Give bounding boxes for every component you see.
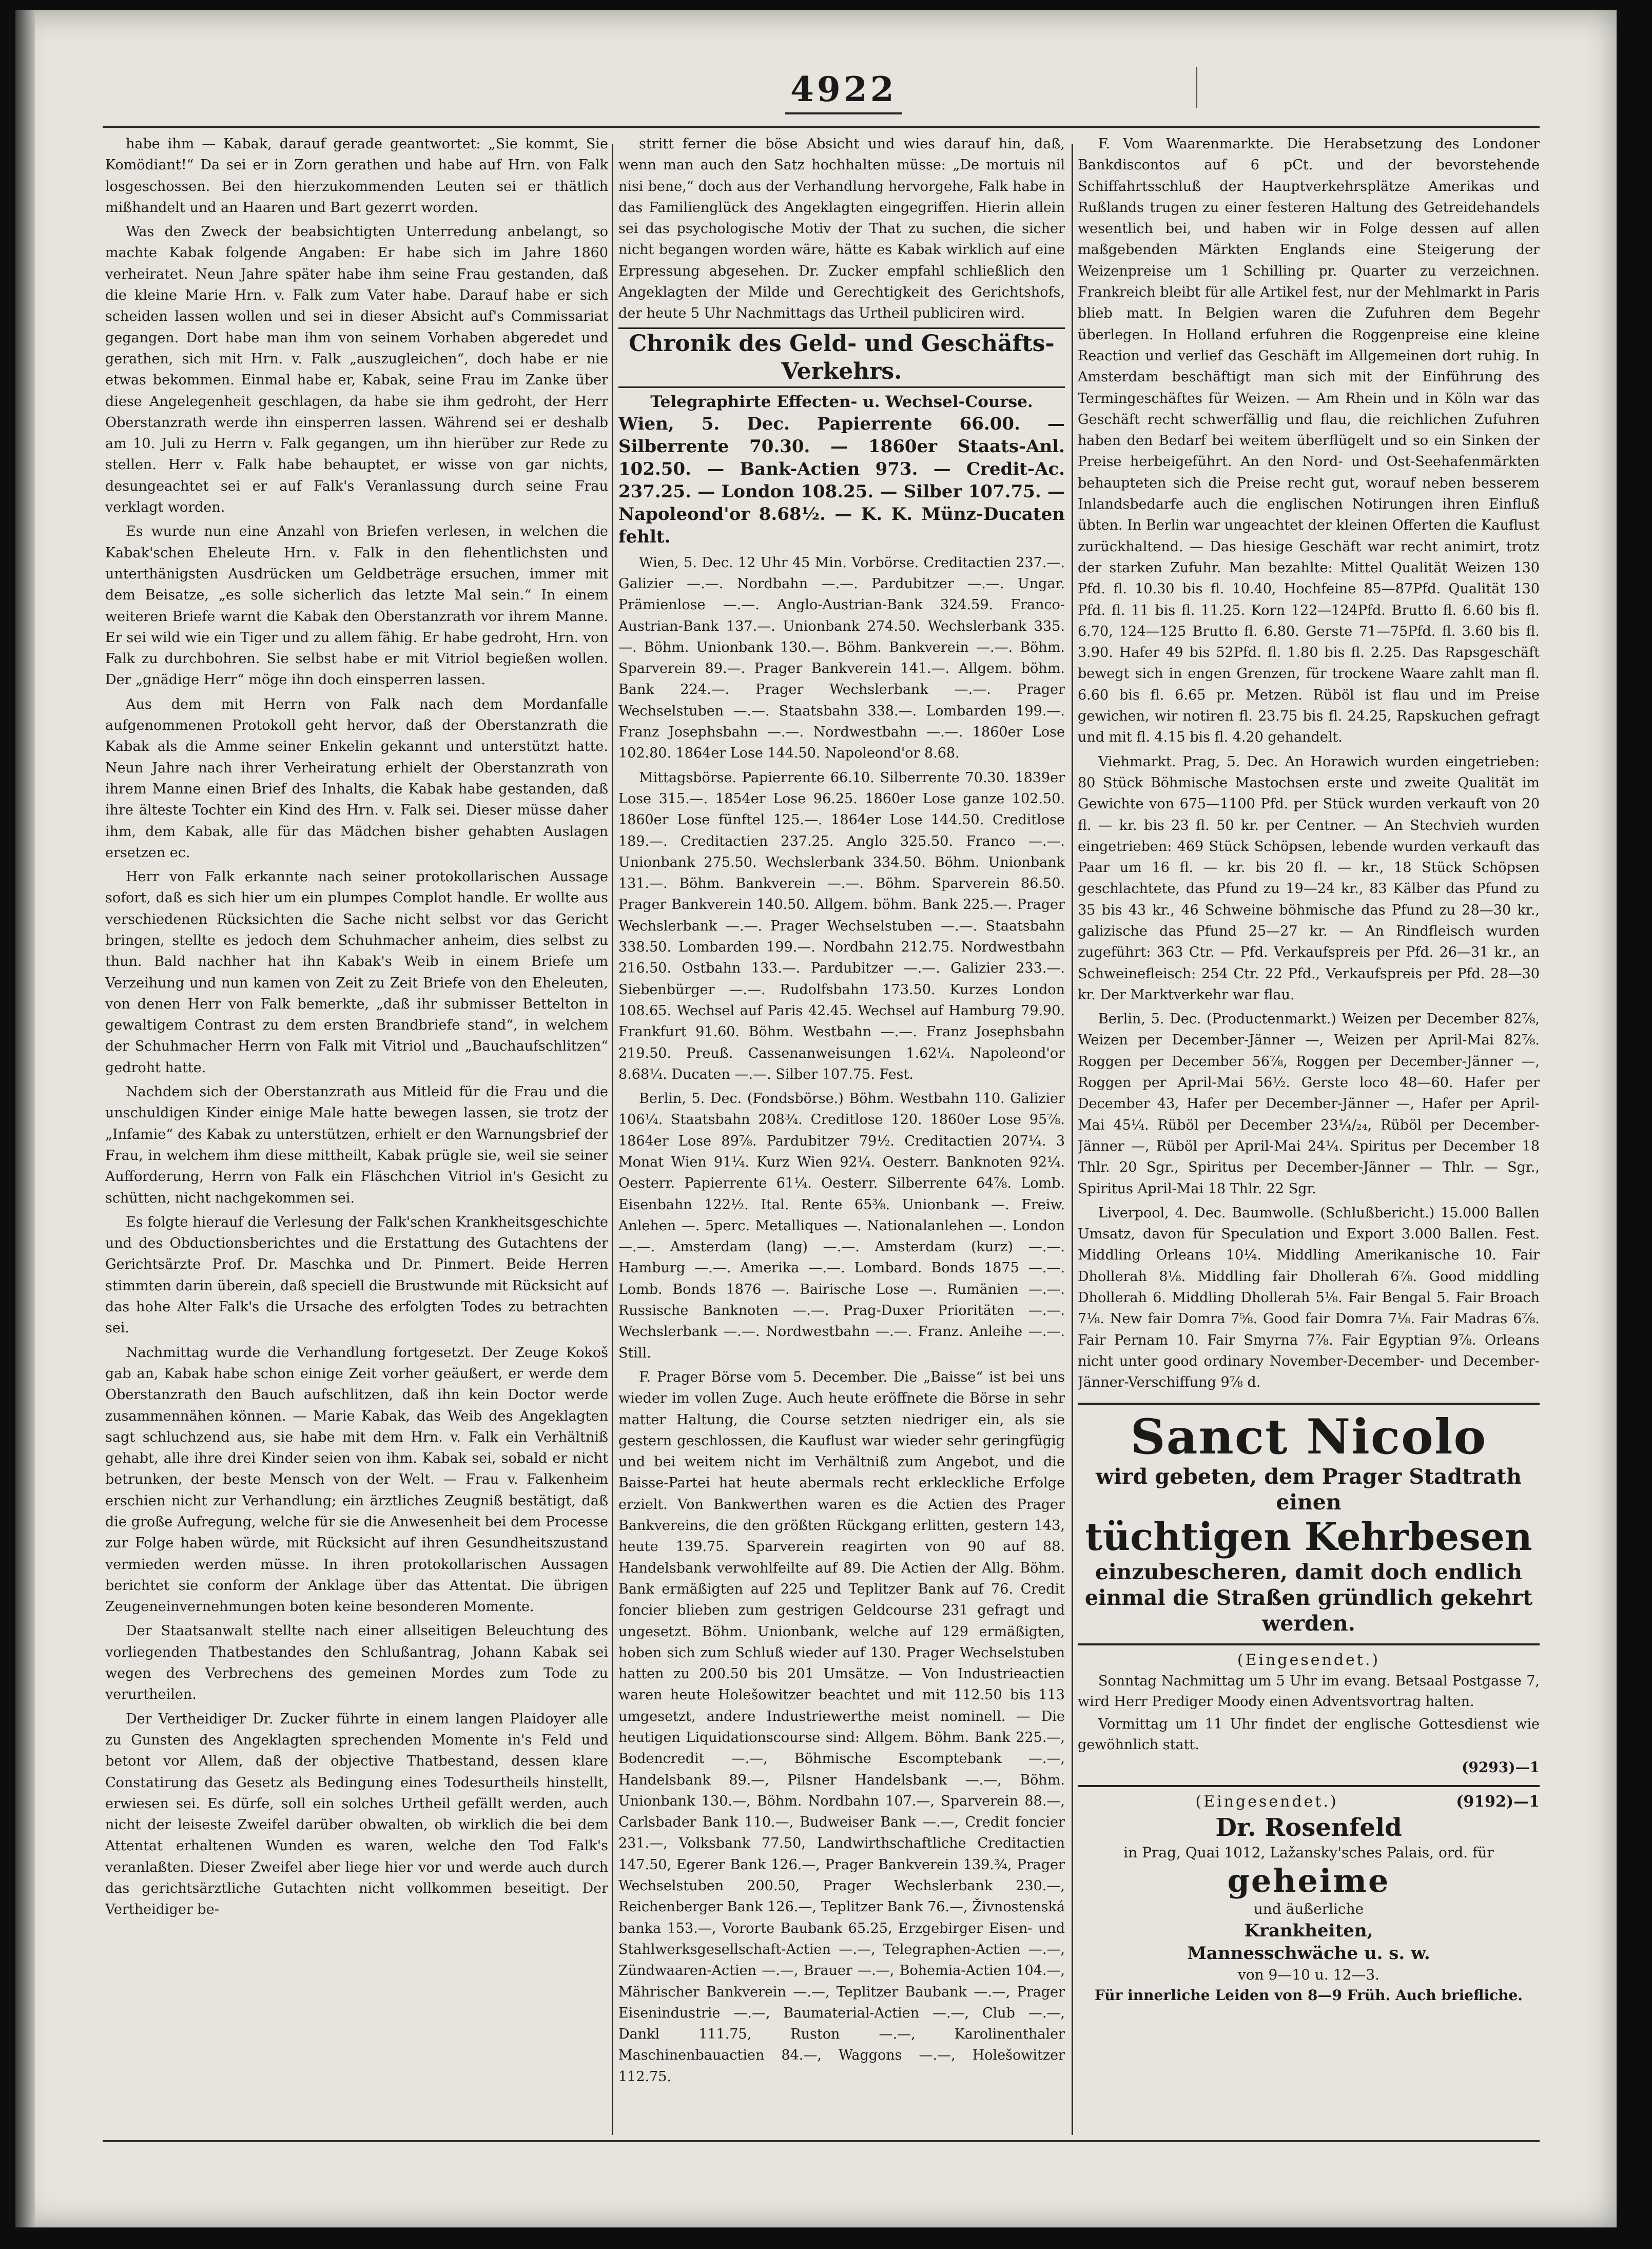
header-rule xyxy=(103,126,1540,128)
market-paragraph: Berlin, 5. Dec. (Productenmarkt.) Weizen per December 82⅞, Weizen per December-Jänner —, Weizen per April-Mai 82⅞. Roggen per December 56⅞, Roggen per December-Jänner —, Roggen per April-Mai 56½. Gerste loco 48—60. Hafer per December 43, Hafer per December-Jänner —, Hafer per April-Mai 45¼. Rüböl per December 23¼/₂₄, Rüböl per December-Jänner —, Rüböl per April-Mai 24¼. Spiritus per December 18 Thlr. 20 Sgr., Spiritus per December-Jänner — Thlr. — Sgr., Spiritus April-Mai 18 Thlr. 22 Sgr. xyxy=(1078,1011,1540,1197)
market-paragraph: Liverpool, 4. Dec. Baumwolle. (Schlußbericht.) 15.000 Ballen Umsatz, davon für Speculation und Export 3.000 Ballen. Fest. Middling Orleans 10¼. Middling Amerikanische 10. Fair Dhollerah 8⅛. Middling fair Dhollerah 6⅞. Good middling Dhollerah 6. Middling Dhollerah 5⅛. Fair Bengal 5. Fair Broach 7⅛. New fair Domra 7⅝. Good fair Domra 7⅛. Fair Madras 6⅞. Fair Pernam 10. Fair Smyrna 7⅞. Fair Egyptian 9⅞. Orleans nicht unter good ordinary November-December- und December-Jänner-Verschiffung 9⅞ d. xyxy=(1078,1205,1540,1391)
article-paragraph: Nachmittag wurde die Verhandlung fortgesetzt. Der Zeuge Kokoš gab an, Kabak habe schon einige Zeit vorher geäußert, er werde dem Oberstanzrath den Bauch aufschlitzen, daß ihn kein Doctor werde zusammennähen können. — Marie Kabak, das Weib des Angeklagten sagt schluchzend aus, sie habe mit dem Hrn. v. Falk ein Verhältniß gehabt, alle ihre drei Kinder seien von ihm. Kabak sei, sobald er nicht betrunken, der beste Mensch von der Welt. — Frau v. Falkenheim erschien nicht zur Verhandlung; ein ärztliches Zeugniß bestätigt, daß die große Aufregung, welche für sie die Anwesenheit bei dem Processe zur Folge haben würde, mit Rücksicht auf ihren Gesundheitszustand vermieden werden müsse. In ihren protokollarischen Aussagen berichtet sie conform der Anklage über das Attentat. Die übrigen Zeugeneinvernehmungen boten keine besonderen Momente. xyxy=(105,1344,608,1615)
article-paragraph: Nachdem sich der Oberstanzrath aus Mitleid für die Frau und die unschuldigen Kinder einige Male hatte bewegen lassen, sie trotz der „Infamie“ des Kabak zu unterstützen, erhielt er den Warnungsbrief der Frau, in welchem ihm diese mittheilt, Kabak prügle sie, weil sie seiner Aufforderung, Herrn von Falk ein Fläschchen Vitriol in's Gesicht zu schütten, nicht nachgekommen sei. xyxy=(105,1084,608,1206)
column-left xyxy=(105,133,608,2140)
article-paragraph: Es wurde nun eine Anzahl von Briefen verlesen, in welchen die Kabak'schen Eheleute Hrn. v. Falk in den flehentlichsten und unterthänigsten Ausdrücken um Geldbeträge ersuchen, immer mit dem Beisatze, „es solle sicherlich das letzte Mal sein.“ In einem weiteren Briefe warnt die Kabak den Oberstanzrath vor ihrem Manne. Er sei wild wie ein Tiger und zu allem fähig. Er habe gedroht, Hrn. von Falk zu durchbohren. Sie selbst habe er mit Vitriol begießen wollen. Der „gnädige Herr“ möge ihn doch einsperren lassen. xyxy=(105,524,608,688)
article-paragraph: Der Vertheidiger Dr. Zucker führte in einem langen Plaidoyer alle zu Gunsten des Angeklagten sprechenden Momente in's Feld und betont vor Allem, daß der objective Thatbestand, dessen klare Constatirung das Gesetz als Bedingung eines Todesurtheils hinstellt, erwiesen sei. Es dürfe, soll ein solches Urtheil gefällt werden, auch nicht der leiseste Zweifel darüber obwalten, ob wirklich die bei dem Attentat erhaltenen Wunden es waren, welche den Tod Falk's veranlaßten. Dieser Zweifel aber liege hier vor und werde auch durch das gerichtsärztliche Gutachten nicht vollkommen beseitigt. Der Vertheidiger be- xyxy=(105,1711,608,1918)
market-paragraph: Berlin, 5. Dec. (Fondsbörse.) Böhm. Westbahn 110. Galizier 106¼. Staatsbahn 208¾. Creditlose 120. 1860er Lose 95⅞. 1864er Lose 89⅞. Pardubitzer 79½. Creditactien 207¼. 3 Monat Wien 91¼. Kurz Wien 92¼. Oesterr. Banknoten 92¼. Oesterr. Papierrente 61¼. Oesterr. Silberrente 64⅞. Lomb. Eisenbahn 122½. Ital. Rente 65⅜. Unionbank —. Freiw. Anlehen —. 5perc. Metalliques —. Nationalanlehen —. London —.—. Amsterdam (lang) —.—. Amsterdam (kurz) —.—. Hamburg —.—. Amerika —.—. Lombard. Bonds 1875 —.—. Lomb. Bonds 1876 —. Bairische Lose —. Rumänien —.—. Russische Banknoten —.—. Prag-Duxer Prioritäten —.—. Wechslerbank —.—. Nordwestbahn —.—. Franz. Anleihe —.—. Still. xyxy=(618,1091,1065,1361)
ad-line: und äußerliche xyxy=(1253,1900,1364,1917)
notice-heading-text: (Eingesendet.) xyxy=(1195,1792,1338,1811)
page-crease-mark xyxy=(1196,67,1197,108)
market-paragraph: F. Prager Börse vom 5. December. Die „Baisse“ ist bei uns wieder im vollen Zuge. Auch heute eröffnete die Börse in sehr matter Haltung, die Course setzten niedriger ein, als sie gestern geschlossen, die Kauflust war wieder sehr geringfügig und bei weitem nicht im Verhältniß zum Angebot, und die Baisse-Partei hat heute abermals recht erkleckliche Erfolge erzielt. Von Bankwerthen waren es die Actien des Prager Bankvereins, die den größten Rückgang erlitten, gestern 143, heute 139.75. Sparverein reagirten von 90 auf 88. Handelsbank verwohlfeilte auf 89. Die Actien der Allg. Böhm. Bank ermäßigten auf 225 und Teplitzer Bank auf 76. Credit foncier blieben zum gestrigen Geldcourse 231 gefragt und ungesetzt. Böhm. Unionbank, welche auf 129 ermäßigten, hoben sich zum Schluß wieder auf 130. Prager Wechselstuben hatten zu 200.50 bis 201 Umsätze. — Von Industrieactien waren heute Holešowitzer beachtet und mit 112.50 bis 113 umgesetzt, andere Industriewerthe meist nominell. — Die heutigen Liquidationscourse sind: Allgem. Böhm. Bank 225.—, Bodencredit —.—, Böhmische Escomptebank —.—, Handelsbank 89.—, Pilsner Handelsbank —.—, Böhm. Unionbank 130.—, Böhm. Nordbahn 107.—, Sparverein 88.—, Carlsbader Bank 110.—, Budweiser Bank —.—, Credit foncier 231.—, Volksbank 77.50, Landwirthschaftliche Creditactien 147.50, Egerer Bank 126.—, Prager Bankverein 139.¾, Prager Wechselstuben 200.50, Prager Wechslerbank 230.—, Reichenberger Bank 126.—, Teplitzer Bank 76.—, Živnostenská banka 153.—, Vororte Baubank 65.25, Erzgebirger Eisen- und Stahlwerksgesellschaft-Actien —.—, Telegraphen-Actien —.—, Zündwaaren-Actien —.—, Brauer —.—, Bohemia-Actien 104.—, Mährischer Bankverein —.—, Teplitzer Baubank —.—, Prager Eisenindustrie —.—, Baumaterial-Actien —.—, Club —.—, Dankl 111.75, Ruston —.—, Karolinenthaler Maschinenbauactien 84.—, Waggons —.—, Holešowitzer 112.75. xyxy=(618,1369,1065,2085)
notice-heading: (Eingesendet.) xyxy=(1237,1651,1381,1669)
article-paragraph: Der Staatsanwalt stellte nach einer allseitigen Beleuchtung des vorliegenden Thatbestandes den Schlußantrag, Johann Kabak sei wegen des Verbrechens des gemeinen Mordes zum Tode zu verurtheilen. xyxy=(105,1623,608,1703)
market-paragraph: F. Vom Waarenmarkte. Die Herabsetzung des Londoner Bankdiscontos auf 6 pCt. und der bevorstehende Schiffahrtsschluß der Hauptverkehrsplätze Amerikas und Rußlands trugen zu einer festeren Haltung des Getreidehandels wesentlich bei, und haben wir in Folge dessen auf allen maßgebenden Märkten Englands eine Steigerung der Weizenpreise um 1 Schilling pr. Quarter zu verzeichnen. Frankreich bleibt für alle Artikel fest, nur der Mehlmarkt in Paris blieb matt. In Belgien waren die Zufuhren dem Begehr überlegen. In Holland erfuhren die Roggenpreise eine kleine Reaction und verlief das Geschäft im Allgemeinen dort ruhig. In Amsterdam beschäftigt man sich mit der Einführung des Termingeschäftes für Weizen. — Am Rhein und in Köln war das Geschäft recht schwerfällig und flau, die reichlichen Zufuhren haben den Bedarf bei weitem überflügelt und so ein Sinken der Preise herbeigeführt. An den Nord- und Ost-Seehafenmärkten behaupteten sich die Preise recht gut, worauf neben besserem Inlandsbedarfe auch die englischen Notirungen ihren Einfluß übten. In Berlin war ungeachtet der kleinen Offerten die Kauflust zurückhaltend. — Das hiesige Geschäft war recht animirt, trotz der starken Zufuhr. Man bezahlte: Mittel Qualität Weizen 130 Pfd. fl. 10.30 bis fl. 10.40, Hochfeine 85—87Pfd. Qualität 130 Pfd. fl. 11 bis fl. 11.25. Korn 122—124Pfd. Brutto fl. 6.60 bis fl. 6.70, 124—125 Brutto fl. 6.80. Gerste 71—75Pfd. fl. 3.60 bis fl. 3.90. Hafer 49 bis 52Pfd. fl. 1.80 bis fl. 2.25. Das Rapsgeschäft bewegt sich in engen Grenzen, für trockene Waare zahlt man fl. 6.60 bis fl. 6.65 pr. Metzen. Rüböl ist flau und im Preise gewichen, wir notiren fl. 23.75 bis fl. 24.25, Rapskuchen gefragt und mit fl. 4.15 bis fl. 4.20 gehandelt. xyxy=(1078,136,1540,746)
column-rule-2 xyxy=(1072,144,1073,2135)
column-right xyxy=(1078,133,1540,2140)
doctor-name: Dr. Rosenfeld xyxy=(1215,1813,1402,1842)
telegraph-heading: Telegraphirte Effecten- u. Wechsel-Course. xyxy=(650,392,1033,411)
article-paragraph: stritt ferner die böse Absicht und wies darauf hin, daß, wenn man auch den Satz hochhalten müsse: „De mortuis nil nisi bene,“ doch aus der Verhandlung hervorgehe, Falk habe in das Familienglück des Angeklagten eingegriffen. Hierin allein sei das psychologische Motiv der That zu suchen, die sicher nicht begangen worden wäre, hätte es Kabak wirklich auf eine Erpressung abgesehen. Dr. Zucker empfahl schließlich den Angeklagten der Milde und Gerechtigkeit des Gerichtshofs, der heute 5 Uhr Nachmittags das Urtheil publiciren wird. xyxy=(618,136,1065,322)
article-paragraph: Herr von Falk erkannte nach seiner protokollarischen Aussage sofort, daß es sich hier um ein plumpes Complot handle. Er wollte aus verschiedenen Rücksichten die Sache nicht selbst vor das Gericht bringen, stellte es jedoch dem Schuhmacher anheim, dies selbst zu thun. Bald nachher hat ihn Kabak's Weib in einem Briefe um Verzeihung und nun kamen von Zeit zu Zeit Briefe von den Eheleuten, von denen Herr von Falk bemerkte, „daß ihr submisser Bettelton in gewaltigem Contrast zu dem ersten Brandbriefe stand“, in welchem der Schuhmacher Herrn von Falk mit Vitriol und „Bauchaufschlitzen“ gedroht hatte. xyxy=(105,869,608,1076)
ad-line: werden. xyxy=(1262,1611,1355,1636)
article-paragraph: habe ihm — Kabak, darauf gerade geantwortet: „Sie kommt, Sie Komödiant!“ Da sei er in Zorn gerathen und habe auf Hrn. von Falk losgeschossen. Bei den hierzukommenden Leuten sei er thätlich mißhandelt und an Haaren und Bart gezerrt worden. xyxy=(105,136,608,216)
advertisement-dr-rosenfeld xyxy=(1078,1791,1540,2006)
market-paragraph: Mittagsbörse. Papierrente 66.10. Silberrente 70.30. 1839er Lose 315.—. 1854er Lose 96.25. 1860er Lose ganze 102.50. 1860er Lose fünftel 125.—. 1864er Lose 144.50. Creditlose 189.—. Creditactien 237.25. Anglo 325.50. Franco —.—. Unionbank 275.50. Wechslerbank 334.50. Böhm. Unionbank 131.—. Böhm. Bankverein —.—. Böhm. Sparverein 86.50. Prager Bankverein 140.50. Allgem. böhm. Bank 225.—. Prager Wechslerbank —.—. Prager Wechselstuben —.—. Staatsbahn 338.50. Lombarden 199.—. Nordbahn 212.75. Nordwestbahn 216.50. Ostbahn 133.—. Pardubitzer —.—. Galizier 233.—. Siebenbürger —.—. Rudolfsbahn 173.50. Kurzes London 108.65. Wechsel auf Paris 42.45. Wechsel auf Hamburg 79.90. Frankfurt 91.60. Böhm. Westbahn —.—. Franz Josephsbahn 219.50. Preuß. Cassenanweisungen 1.62¼. Napoleond'or 8.68¼. Ducaten —.—. Silber 107.75. Fest. xyxy=(618,769,1065,1082)
notice-reference: (9293)—1 xyxy=(1462,1758,1540,1776)
article-paragraph: Es folgte hierauf die Verlesung der Falk'schen Krankheitsgeschichte und des Obductionsberichtes und die Erstattung des Gutachtens der Gerichtsärzte Prof. Dr. Maschka und Dr. Pinmert. Beide Herren stimmten darin überein, daß speciell die Brustwunde mit Rücksicht auf das hohe Alter Falk's die Ursache des erfolgten Todes zu betrachten sei. xyxy=(105,1214,608,1336)
ad-footer: Für innerliche Leiden von 8—9 Früh. Auch briefliche. xyxy=(1094,1986,1523,2004)
footer-rule xyxy=(103,2140,1540,2142)
office-hours: von 9—10 u. 12—3. xyxy=(1237,1966,1380,1983)
doctor-address: in Prag, Quai 1012, Lažansky'sches Palais, ord. für xyxy=(1123,1844,1494,1861)
article-paragraph: Was den Zweck der beabsichtigten Unterredung anbelangt, so machte Kabak folgende Angaben: Er habe sich im Jahre 1860 verheiratet. Neun Jahre später habe ihm seine Frau gestanden, daß die kleine Marie Hrn. v. Falk zum Vater habe. Darauf habe er sich scheiden lassen wollen und sei in dieser Absicht auf's Commissariat gegangen. Dort habe man ihm von seinem Vorhaben abgeredet und gerathen, sich mit Hrn. v. Falk „auszugleichen“, doch habe er nie etwas bekommen. Einmal habe er, Kabak, seine Frau im Zanke über diese Angelegenheit geschlagen, da habe sie ihm gedroht, der Herr Oberstanzrath werde ihn einsperren lassen. Während sei er deshalb am 10. Juli zu Herrn v. Falk gegangen, um ihn hierüber zur Rede zu stellen. Herr v. Falk habe behauptet, er wisse von gar nichts, desungeachtet sei er auf Falk's Veranlassung durch seine Frau verklagt worden. xyxy=(105,224,608,516)
ad-separator xyxy=(1078,1643,1540,1645)
notice-text: Sonntag Nachmittag um 5 Uhr im evang. Betsaal Postgasse 7, wird Herr Prediger Moody einen Adventsvortrag halten. xyxy=(1078,1673,1540,1710)
column-rule-1 xyxy=(612,144,613,2135)
ad-title: Sanct Nicolo xyxy=(1130,1408,1487,1465)
notice-sermon xyxy=(1078,1650,1540,1778)
notice-heading xyxy=(1078,1791,1540,1813)
ad-line: einzubescheren, damit doch endlich xyxy=(1095,1559,1523,1584)
telegraph-quotes: Wien, 5. Dec. Papierrente 66.00. — Silberrente 70.30. — 1860er Staats-Anl. 102.50. — Bank-Actien 973. — Credit-Ac. 237.25. — London 108.25. — Silber 107.75. — Napoleond'or 8.68½. — K. K. Münz-Ducaten fehlt. xyxy=(618,413,1065,547)
market-paragraph: Wien, 5. Dec. 12 Uhr 45 Min. Vorbörse. Creditactien 237.—. Galizier —.—. Nordbahn —.—. Pardubitzer —.—. Ungar. Prämienlose —.—. Anglo-Austrian-Bank 324.59. Franco-Austrian-Bank 137.—. Unionbank 274.50. Wechslerbank 335.—. Böhm. Unionbank 130.—. Böhm. Bankverein —.—. Böhm. Sparverein 89.—. Prager Bankverein 141.—. Allgem. böhm. Bank 224.—. Prager Wechslerbank —.—. Prager Wechselstuben —.—. Staatsbahn 338.—. Lombarden 199.—. Franz Josephsbahn —.—. Nordwestbahn —.—. 1860er Lose 102.80. 1864er Lose 144.50. Napoleond'or 8.68. xyxy=(618,554,1065,762)
newspaper-page xyxy=(15,10,1617,2227)
page-gutter-shadow xyxy=(15,10,35,2227)
ad-highlight: tüchtigen Kehrbesen xyxy=(1085,1515,1532,1559)
ad-line: einmal die Straßen gründlich gekehrt xyxy=(1084,1585,1533,1610)
ad-highlight: geheime xyxy=(1227,1862,1390,1899)
article-paragraph: Aus dem mit Herrn von Falk nach dem Mordanfalle aufgenommenen Protokoll geht hervor, daß der Oberstanzrath die Kabak als die Amme seiner Enkelin gekannt und unterstützt hatte. Neun Jahre nach ihrer Verheiratung erhielt der Oberstanzrath von ihrem Manne einen Brief des Inhalts, die Kabak habe gestanden, daß ihre älteste Tochter ein Kind des Hrn. v. Falk sei. Dieser müsse daher ihm, dem Kabak, alle für das Mädchen bisher gehabten Auslagen ersetzen ec. xyxy=(105,696,608,861)
notice-reference: (9192)—1 xyxy=(1456,1792,1540,1811)
market-paragraph: Viehmarkt. Prag, 5. Dec. An Horawich wurden eingetrieben: 80 Stück Böhmische Mastochsen erste und zweite Qualität im Gewichte von 675—1100 Pfd. per Stück wurden verkauft von 20 fl. — kr. bis 23 fl. 50 kr. per Centner. — An Stechvieh wurden eingetrieben: 469 Stück Schöpsen, lebende wurden verkauft das Paar um 16 fl. — kr. bis 20 fl. — kr., 18 Stück Schöpsen geschlachtete, das Pfund zu 19—24 kr., 83 Kälber das Pfund zu 35 bis 43 kr., 46 Schweine böhmische das Pfund zu 28—30 kr., galizische das Pfund 25—27 kr. — An Rindfleisch wurden zugeführt: 363 Ctr. — Pfd. Verkaufspreis per Pfd. 26—31 kr., an Schweinefleisch: 254 Ctr. 22 Pfd., Verkaufspreis per Pfd. 28—30 kr. Der Marktverkehr war flau. xyxy=(1078,753,1540,1003)
column-middle xyxy=(618,133,1065,2140)
ad-line: Mannesschwäche u. s. w. xyxy=(1187,1943,1430,1964)
ad-separator xyxy=(1078,1785,1540,1787)
ad-line: Krankheiten, xyxy=(1244,1920,1373,1941)
ad-line: wird gebeten, dem Prager Stadtrath xyxy=(1096,1464,1522,1489)
notice-text: Vormittag um 11 Uhr findet der englische Gottesdienst wie gewöhnlich statt. xyxy=(1078,1716,1540,1753)
advertisement-sanct-nicolo xyxy=(1078,1403,1540,1636)
page-number: 4922 xyxy=(790,69,897,109)
ad-line: einen xyxy=(1276,1489,1342,1515)
chronicle-heading: Chronik des Geld- und Geschäfts-Verkehrs. xyxy=(618,327,1065,388)
